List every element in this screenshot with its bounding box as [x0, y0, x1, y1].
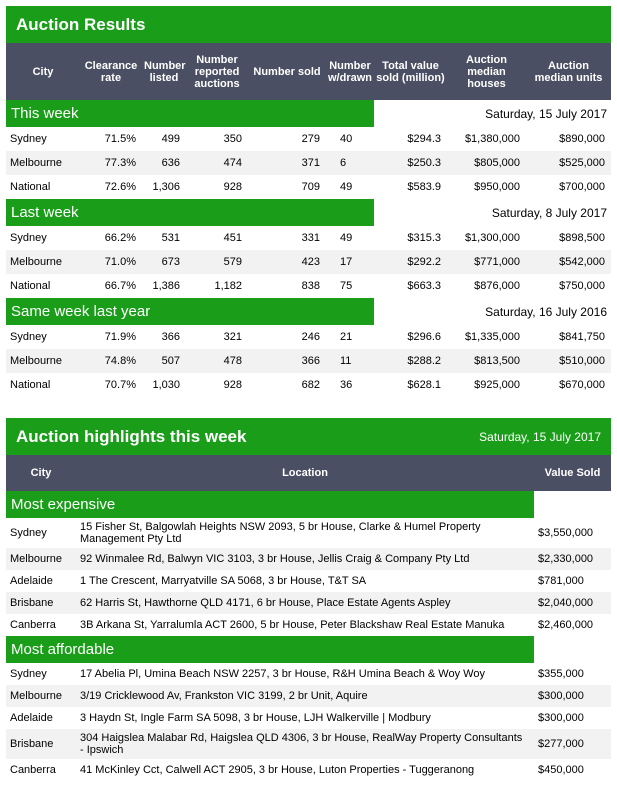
value-sold-cell: $2,040,000 [534, 592, 611, 614]
city-cell: Sydney [10, 331, 47, 343]
results-col-header: Auction median houses [447, 43, 526, 100]
table-row [6, 151, 611, 175]
value-cell: $628.1 [407, 379, 441, 391]
auction-results-table [6, 43, 611, 397]
value-cell: $890,000 [559, 133, 605, 145]
results-col-header: Auction median units [526, 43, 611, 100]
value-cell: 21 [340, 331, 353, 343]
value-cell: 1,386 [152, 280, 180, 292]
value-cell: 71.9% [104, 331, 136, 343]
table-row [6, 274, 611, 298]
value-cell: $841,750 [559, 331, 605, 343]
highlights-header [6, 418, 611, 455]
value-cell: $771,000 [447, 250, 526, 274]
location-cell: 1 The Crescent, Marryatville SA 5068, 3 br House, T&T SA [80, 575, 367, 587]
value-cell: $525,000 [526, 151, 611, 175]
location-cell: 41 McKinley Cct, Calwell ACT 2905, 3 br House, Luton Properties - Tuggeranong [80, 764, 475, 776]
value-cell: 579 [186, 250, 248, 274]
value-cell: 371 [248, 151, 326, 175]
value-cell: 36 [340, 379, 353, 391]
value-cell: $950,000 [474, 181, 520, 193]
location-cell: 17 Abelia Pl, Umina Beach NSW 2257, 3 br House, R&H Umina Beach & Woy Woy [80, 668, 485, 680]
city-cell: Sydney [10, 133, 47, 145]
value-cell: 71.0% [80, 250, 142, 274]
value-cell: 682 [301, 379, 320, 391]
city-cell: Melbourne [6, 349, 80, 373]
table-row [6, 226, 611, 250]
value-cell: $1,335,000 [464, 331, 520, 343]
value-cell: 72.6% [104, 181, 136, 193]
value-cell: $663.3 [407, 280, 441, 292]
value-cell: 70.7% [104, 379, 136, 391]
city-cell: Melbourne [6, 151, 80, 175]
table-row [6, 127, 611, 151]
value-cell: $292.2 [374, 250, 447, 274]
value-cell: $510,000 [526, 349, 611, 373]
value-sold-cell: $2,330,000 [534, 548, 611, 570]
value-cell: $1,300,000 [464, 232, 520, 244]
value-cell: 331 [301, 232, 320, 244]
results-section-row [6, 298, 611, 325]
auction-highlights-panel [6, 418, 611, 781]
location-cell: 15 Fisher St, Balgowlah Heights NSW 2093, 5 br House, Clarke & Humel Property Management Pty Ltd [80, 521, 481, 545]
section-spacer [534, 491, 611, 518]
city-cell: Sydney [10, 232, 47, 244]
value-cell: 366 [248, 349, 326, 373]
location-cell: 92 Winmalee Rd, Balwyn VIC 3103, 3 br House, Jellis Craig & Company Pty Ltd [76, 548, 534, 570]
city-cell: National [10, 379, 51, 391]
section-label: Last week [6, 199, 374, 226]
section-label: Same week last year [6, 298, 374, 325]
value-cell: 279 [301, 133, 320, 145]
results-col-header: Number reported auctions [186, 43, 248, 100]
table-row [6, 729, 611, 759]
section-label: Most affordable [6, 636, 534, 663]
value-cell: 1,030 [152, 379, 180, 391]
value-cell: 1,182 [214, 280, 242, 292]
table-row [6, 614, 611, 636]
value-cell: 71.5% [104, 133, 136, 145]
location-cell: 3 Haydn St, Ingle Farm SA 5098, 3 br House, LJH Walkerville | Modbury [80, 712, 431, 724]
value-cell: 17 [326, 250, 374, 274]
section-label: Most expensive [6, 491, 534, 518]
table-row [6, 663, 611, 685]
value-cell: 49 [340, 181, 353, 193]
value-cell: $925,000 [474, 379, 520, 391]
results-col-header: Clearance rate [80, 43, 142, 100]
results-section-row [6, 199, 611, 226]
value-cell: $1,380,000 [464, 133, 520, 145]
highlights-title: Auction highlights this week [16, 426, 247, 446]
value-sold-cell: $355,000 [538, 668, 584, 680]
location-cell: 62 Harris St, Hawthorne QLD 4171, 6 br House, Place Estate Agents Aspley [76, 592, 534, 614]
value-cell: 366 [161, 331, 180, 343]
results-header-row [6, 43, 611, 100]
table-row [6, 759, 611, 781]
table-row [6, 707, 611, 729]
value-cell: 74.8% [80, 349, 142, 373]
value-cell: 499 [161, 133, 180, 145]
value-cell: 246 [301, 331, 320, 343]
city-cell: Melbourne [6, 250, 80, 274]
value-cell: 423 [248, 250, 326, 274]
section-date: Saturday, 8 July 2017 [374, 199, 611, 226]
highlights-section-row [6, 491, 611, 518]
results-col-header: Number w/drawn [326, 43, 374, 100]
highlights-col-header: City [6, 455, 76, 491]
city-cell: National [10, 280, 51, 292]
table-row [6, 570, 611, 592]
table-row [6, 548, 611, 570]
location-cell: 3B Arkana St, Yarralumla ACT 2600, 5 br House, Peter Blackshaw Real Estate Manuka [80, 619, 505, 631]
value-cell: $813,500 [447, 349, 526, 373]
table-row [6, 325, 611, 349]
value-cell: 478 [186, 349, 248, 373]
value-sold-cell: $277,000 [534, 729, 611, 759]
location-cell: 304 Haigslea Malabar Rd, Haigslea QLD 4306, 3 br House, RealWay Property Consultants - Ipswich [76, 729, 534, 759]
city-cell: Sydney [10, 668, 47, 680]
auction-results-title: Auction Results [6, 6, 611, 43]
value-sold-cell: $3,550,000 [538, 527, 594, 539]
value-cell: 49 [340, 232, 353, 244]
value-cell: 11 [326, 349, 374, 373]
city-cell: Melbourne [6, 548, 76, 570]
value-cell: 350 [223, 133, 242, 145]
value-cell: 321 [223, 331, 242, 343]
table-row [6, 592, 611, 614]
value-cell: $315.3 [407, 232, 441, 244]
city-cell: Brisbane [6, 729, 76, 759]
value-cell: $805,000 [447, 151, 526, 175]
value-sold-cell: $781,000 [538, 575, 584, 587]
value-cell: $876,000 [474, 280, 520, 292]
value-sold-cell: $300,000 [538, 712, 584, 724]
highlights-section-row [6, 636, 611, 663]
city-cell: Adelaide [10, 575, 53, 587]
value-cell: $670,000 [559, 379, 605, 391]
auction-results-panel [6, 6, 611, 397]
table-row [6, 250, 611, 274]
value-sold-cell: $450,000 [538, 764, 584, 776]
highlights-table [6, 455, 611, 781]
value-cell: 77.3% [80, 151, 142, 175]
results-section-row [6, 100, 611, 127]
value-cell: $542,000 [526, 250, 611, 274]
value-cell: $294.3 [407, 133, 441, 145]
section-label: This week [6, 100, 374, 127]
results-col-header: Number listed [142, 43, 186, 100]
value-sold-cell: $300,000 [534, 685, 611, 707]
value-cell: 474 [186, 151, 248, 175]
value-cell: 838 [301, 280, 320, 292]
city-cell: Canberra [10, 764, 56, 776]
city-cell: Canberra [10, 619, 56, 631]
value-cell: $296.6 [407, 331, 441, 343]
city-cell: National [10, 181, 51, 193]
highlights-col-header: Location [76, 455, 534, 491]
value-cell: 928 [223, 181, 242, 193]
value-cell: $250.3 [374, 151, 447, 175]
highlights-date: Saturday, 15 July 2017 [479, 429, 601, 444]
results-col-header: Total value sold (million) [374, 43, 447, 100]
value-cell: $750,000 [559, 280, 605, 292]
section-spacer [534, 636, 611, 663]
value-cell: 451 [223, 232, 242, 244]
highlights-header-row [6, 455, 611, 491]
value-cell: 507 [142, 349, 186, 373]
value-cell: 673 [142, 250, 186, 274]
value-cell: 75 [340, 280, 353, 292]
value-cell: 66.7% [104, 280, 136, 292]
value-cell: 928 [223, 379, 242, 391]
results-col-header: City [6, 43, 80, 100]
city-cell: Adelaide [10, 712, 53, 724]
value-cell: 636 [142, 151, 186, 175]
table-row [6, 349, 611, 373]
city-cell: Sydney [10, 527, 47, 539]
value-cell: 66.2% [104, 232, 136, 244]
value-cell: 40 [340, 133, 353, 145]
value-cell: $583.9 [407, 181, 441, 193]
value-cell: 531 [161, 232, 180, 244]
city-cell: Brisbane [6, 592, 76, 614]
section-date: Saturday, 16 July 2016 [374, 298, 611, 325]
location-cell: 3/19 Cricklewood Av, Frankston VIC 3199, 2 br Unit, Aquire [76, 685, 534, 707]
city-cell: Melbourne [6, 685, 76, 707]
value-cell: $288.2 [374, 349, 447, 373]
results-col-header: Number sold [248, 43, 326, 100]
section-date: Saturday, 15 July 2017 [374, 100, 611, 127]
value-cell: 6 [326, 151, 374, 175]
table-row [6, 175, 611, 199]
value-cell: 709 [301, 181, 320, 193]
table-row [6, 518, 611, 548]
value-cell: 1,306 [152, 181, 180, 193]
value-cell: $700,000 [559, 181, 605, 193]
value-sold-cell: $2,460,000 [538, 619, 594, 631]
value-cell: $898,500 [559, 232, 605, 244]
highlights-col-header: Value Sold [534, 455, 611, 491]
table-row [6, 373, 611, 397]
table-row [6, 685, 611, 707]
